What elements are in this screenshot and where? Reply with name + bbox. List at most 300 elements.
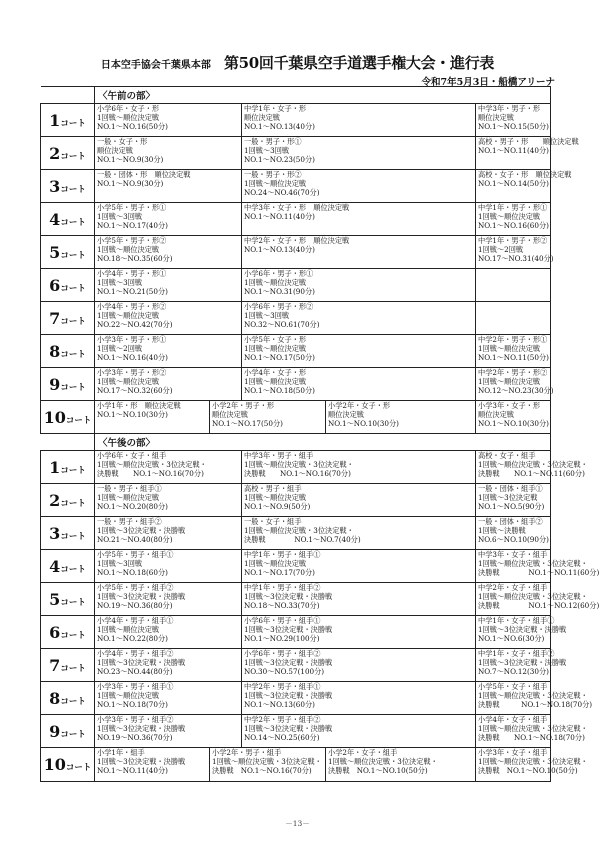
event-detail: 1回戦～3位決定戦・決勝戦 bbox=[97, 658, 186, 668]
event-detail: 1回戦～順位決定戦 bbox=[97, 691, 160, 701]
court-label bbox=[41, 583, 95, 616]
event-detail: NO.23～NO.44(80分) bbox=[97, 667, 173, 677]
event-cell bbox=[476, 335, 551, 368]
court-label bbox=[41, 550, 95, 583]
court-label bbox=[41, 748, 95, 782]
court-suffix: コート bbox=[60, 250, 86, 261]
event-detail: 決勝戦 NO.1～NO.11(60分) bbox=[478, 568, 599, 578]
court-number: 2 bbox=[49, 143, 61, 163]
event-detail: 1回戦～3位決定戦・決勝戦 bbox=[97, 724, 186, 734]
event-detail: 1回戦～順位決定戦・3位決定戦・ bbox=[478, 460, 588, 470]
event-cell bbox=[476, 550, 599, 583]
court-row bbox=[41, 484, 551, 517]
event-detail: NO.1～NO.16(60分) bbox=[478, 221, 549, 231]
event-cell bbox=[95, 550, 242, 583]
page-header bbox=[0, 52, 595, 73]
court-suffix: コート bbox=[65, 415, 92, 426]
court-row bbox=[41, 368, 551, 401]
court-row bbox=[41, 682, 551, 715]
page-title: 第50回千葉県空手道選手権大会・進行表 bbox=[223, 54, 495, 72]
event-cell bbox=[95, 104, 242, 137]
court-label bbox=[41, 484, 95, 517]
court-suffix: コート bbox=[60, 465, 86, 476]
event-cell bbox=[242, 236, 476, 269]
event-detail: NO.1～NO.18(50分) bbox=[244, 386, 315, 396]
event-detail: 決勝戦 NO.1～NO.18(70分) bbox=[478, 733, 585, 743]
event-name: 小学4年・男子・組手② bbox=[97, 649, 174, 658]
event-cell bbox=[95, 649, 242, 682]
event-name: 小学5年・女子・形 bbox=[244, 335, 307, 344]
event-name: 小学2年・男子・形 bbox=[212, 401, 275, 410]
event-cell bbox=[95, 484, 242, 517]
date-venue: 令和7年5月3日・船橋アリーナ bbox=[421, 77, 555, 88]
event-detail: 1回戦～順位決定戦 bbox=[478, 377, 541, 387]
event-detail: 1回戦～2回戦 bbox=[478, 245, 524, 255]
event-detail: 1回戦～3回戦 bbox=[244, 146, 290, 156]
event-detail: NO.1～NO.17(50分) bbox=[244, 353, 315, 363]
section-label: 〈午後の部〉 bbox=[95, 434, 551, 451]
event-detail: 1回戦～順位決定戦・3位決定戦・ bbox=[478, 559, 588, 569]
event-detail: NO.14～NO.25(60分) bbox=[244, 733, 320, 743]
event-name: 一般・女子・形 bbox=[97, 137, 148, 146]
event-name: 中学3年・女子・形 順位決定戦 bbox=[244, 203, 350, 212]
event-detail: NO.1～NO.14(50分) bbox=[478, 179, 549, 189]
event-cell bbox=[476, 368, 554, 401]
court-label bbox=[41, 682, 95, 715]
event-cell bbox=[476, 484, 551, 517]
event-detail: NO.1～NO.10(30分) bbox=[97, 410, 168, 420]
court-label bbox=[41, 715, 95, 748]
event-cell bbox=[476, 682, 593, 715]
court-suffix: コート bbox=[60, 349, 86, 360]
event-name: 小学6年・男子・組手① bbox=[244, 616, 321, 625]
court-label bbox=[41, 368, 95, 401]
event-detail: NO.1～NO.13(60分) bbox=[244, 700, 315, 710]
event-detail: NO.1～NO.18(70分) bbox=[97, 700, 168, 710]
event-cell bbox=[476, 269, 551, 302]
event-cell bbox=[242, 682, 476, 715]
event-cell bbox=[326, 401, 476, 434]
event-detail: 1回戦～3位決定戦・決勝戦 bbox=[244, 691, 333, 701]
event-cell bbox=[242, 583, 476, 616]
event-detail: NO.1～NO.9(30分) bbox=[97, 155, 164, 165]
event-detail: NO.1～NO.20(80分) bbox=[97, 502, 168, 512]
event-cell bbox=[95, 335, 242, 368]
court-number: 1 bbox=[49, 457, 61, 477]
event-cell bbox=[95, 401, 210, 434]
event-detail: NO.1～NO.31(90分) bbox=[244, 287, 315, 297]
event-detail: 順位決定戦 bbox=[97, 146, 133, 156]
court-number: 6 bbox=[49, 275, 61, 295]
court-label bbox=[41, 269, 95, 302]
court-suffix: コート bbox=[60, 696, 86, 707]
court-label bbox=[41, 451, 95, 484]
event-detail: 順位決定戦 bbox=[478, 410, 514, 420]
event-detail: 決勝戦 NO.1～NO.11(60分) bbox=[478, 469, 585, 479]
event-name: 小学3年・女子・組手 bbox=[478, 748, 548, 757]
event-cell bbox=[476, 583, 599, 616]
event-name: 一般・女子・組手 bbox=[244, 517, 302, 526]
court-label bbox=[41, 203, 95, 236]
event-cell bbox=[242, 203, 476, 236]
event-cell bbox=[476, 401, 551, 434]
event-detail: 1回戦～3回戦 bbox=[244, 311, 290, 321]
event-cell bbox=[476, 170, 572, 203]
event-detail: NO.1～NO.11(50分) bbox=[478, 353, 549, 363]
event-name: 中学2年・女子・形 順位決定戦 bbox=[244, 236, 350, 245]
court-suffix: コート bbox=[60, 498, 86, 509]
court-row bbox=[41, 451, 551, 484]
event-name: 小学2年・女子・形 bbox=[328, 401, 391, 410]
event-name: 小学4年・女子・組手 bbox=[478, 715, 548, 724]
event-name: 小学1年・組手 bbox=[97, 748, 145, 757]
court-suffix: コート bbox=[60, 597, 86, 608]
court-suffix: コート bbox=[60, 382, 86, 393]
event-name: 小学3年・男子・形② bbox=[97, 368, 167, 377]
event-name: 小学4年・男子・形① bbox=[97, 269, 167, 278]
event-name: 小学2年・男子・組手 bbox=[212, 748, 282, 757]
court-suffix: コート bbox=[60, 217, 86, 228]
court-number: 1 bbox=[49, 110, 61, 130]
event-cell bbox=[95, 170, 242, 203]
event-cell bbox=[242, 104, 476, 137]
event-name: 一般・男子・組手① bbox=[97, 484, 162, 493]
event-cell bbox=[476, 236, 554, 269]
event-detail: 1回戦～3回戦 bbox=[97, 559, 143, 569]
event-cell bbox=[95, 715, 242, 748]
event-name: 小学3年・男子・組手② bbox=[97, 715, 174, 724]
event-cell bbox=[95, 368, 242, 401]
court-label bbox=[41, 616, 95, 649]
event-detail: 1回戦～2回戦 bbox=[97, 344, 143, 354]
event-name: 一般・男子・形② bbox=[244, 170, 302, 179]
event-cell bbox=[242, 616, 476, 649]
event-name: 一般・男子・形① bbox=[244, 137, 302, 146]
event-detail: NO.1～NO.5(90分) bbox=[478, 502, 545, 512]
event-cell bbox=[95, 451, 242, 484]
court-label bbox=[41, 104, 95, 137]
event-name: 中学2年・男子・組手② bbox=[244, 715, 321, 724]
event-detail: NO.32～NO.61(70分) bbox=[244, 320, 320, 330]
schedule-table bbox=[40, 86, 599, 782]
event-detail: 1回戦～順位決定戦 bbox=[97, 311, 160, 321]
event-detail: NO.1～NO.10(30分) bbox=[478, 419, 549, 429]
court-row bbox=[41, 550, 551, 583]
event-detail: 1回戦～順位決定戦 bbox=[244, 377, 307, 387]
court-row bbox=[41, 748, 551, 782]
court-suffix: コート bbox=[60, 184, 86, 195]
event-name: 高校・女子・形 順位決定戦 bbox=[478, 170, 572, 179]
event-detail: NO.1～NO.11(40分) bbox=[244, 212, 315, 222]
event-name: 中学1年・男子・組手② bbox=[244, 583, 321, 592]
event-name: 中学1年・女子・形 bbox=[244, 104, 307, 113]
court-suffix: コート bbox=[60, 564, 86, 575]
event-cell bbox=[476, 748, 588, 782]
event-cell bbox=[476, 137, 579, 170]
court-suffix: コート bbox=[60, 283, 86, 294]
event-name: 高校・男子・組手 bbox=[244, 484, 302, 493]
event-detail: NO.30～NO.57(100分) bbox=[244, 667, 325, 677]
event-cell bbox=[242, 715, 476, 748]
event-detail: 1回戦～順位決定戦・3位決定戦・ bbox=[244, 460, 354, 470]
event-name: 小学3年・男子・形① bbox=[97, 335, 167, 344]
event-name: 小学1年・形 順位決定戦 bbox=[97, 401, 181, 410]
event-name: 中学2年・男子・形② bbox=[478, 368, 548, 377]
event-name: 小学4年・男子・組手① bbox=[97, 616, 174, 625]
event-cell bbox=[242, 517, 476, 550]
event-detail: 1回戦～決勝戦 bbox=[478, 526, 526, 536]
event-cell bbox=[95, 269, 242, 302]
event-cell bbox=[242, 335, 476, 368]
event-name: 小学5年・男子・形① bbox=[97, 203, 167, 212]
event-cell bbox=[95, 203, 242, 236]
event-detail: NO.1～NO.17(40分) bbox=[97, 221, 168, 231]
court-row bbox=[41, 583, 551, 616]
event-detail: 1回戦～順位決定戦 bbox=[478, 212, 541, 222]
event-detail: 1回戦～順位決定戦・3位決定戦・ bbox=[478, 592, 588, 602]
court-number: 4 bbox=[49, 209, 61, 229]
event-name: 中学1年・男子・形② bbox=[478, 236, 548, 245]
event-cell bbox=[95, 302, 242, 335]
court-number: 7 bbox=[49, 655, 61, 675]
court-row bbox=[41, 302, 551, 335]
court-row bbox=[41, 616, 551, 649]
court-row bbox=[41, 649, 551, 682]
court-suffix: コート bbox=[60, 663, 86, 674]
event-detail: 1回戦～順位決定戦 bbox=[244, 493, 307, 503]
event-name: 小学6年・女子・組手 bbox=[97, 451, 167, 460]
court-label bbox=[41, 302, 95, 335]
event-detail: 1回戦～順位決定戦 bbox=[244, 278, 307, 288]
court-number: 5 bbox=[49, 589, 61, 609]
event-detail: NO.12～NO.23(30分) bbox=[478, 386, 554, 396]
event-detail: 1回戦～3位決定戦・決勝戦 bbox=[244, 625, 333, 635]
court-number: 5 bbox=[49, 242, 61, 262]
court-label bbox=[41, 517, 95, 550]
event-detail: 1回戦～順位決定戦 bbox=[97, 113, 160, 123]
court-row bbox=[41, 401, 551, 434]
court-label bbox=[41, 170, 95, 203]
court-number: 10 bbox=[43, 407, 66, 427]
event-detail: NO.1～NO.23(50分) bbox=[244, 155, 315, 165]
event-detail: 1回戦～順位決定戦・3位決定戦・ bbox=[478, 724, 588, 734]
event-detail: NO.1～NO.13(40分) bbox=[244, 122, 315, 132]
event-name: 一般・団体・組手① bbox=[478, 484, 543, 493]
event-name: 小学6年・男子・形② bbox=[244, 302, 314, 311]
event-detail: NO.21～NO.40(80分) bbox=[97, 535, 173, 545]
event-detail: 1回戦～順位決定戦 bbox=[244, 344, 307, 354]
event-name: 一般・団体・組手② bbox=[478, 517, 543, 526]
event-detail: NO.1～NO.18(60分) bbox=[97, 568, 168, 578]
event-detail: NO.1～NO.22(80分) bbox=[97, 634, 168, 644]
event-detail: NO.17～NO.31(40分) bbox=[478, 254, 554, 264]
event-name: 小学5年・男子・形② bbox=[97, 236, 167, 245]
court-suffix: コート bbox=[60, 316, 86, 327]
event-cell bbox=[242, 137, 476, 170]
event-cell bbox=[95, 682, 242, 715]
court-label bbox=[41, 401, 95, 434]
event-detail: NO.1～NO.16(50分) bbox=[97, 122, 168, 132]
event-name: 一般・男子・組手② bbox=[97, 517, 162, 526]
event-detail: NO.1～NO.10(30分) bbox=[328, 419, 399, 429]
event-name: 中学1年・女子・組手① bbox=[478, 616, 555, 625]
event-name: 小学5年・男子・組手① bbox=[97, 550, 174, 559]
event-name: 小学5年・男子・組手② bbox=[97, 583, 174, 592]
event-detail: 1回戦～順位決定戦・3位決定戦・ bbox=[97, 460, 207, 470]
organization-name: 日本空手協会千葉県本部 bbox=[100, 60, 211, 71]
court-row bbox=[41, 715, 551, 748]
event-detail: 1回戦～順位決定戦・3位決定戦・ bbox=[478, 757, 588, 767]
event-cell bbox=[476, 517, 551, 550]
event-detail: NO.1～NO.17(50分) bbox=[212, 419, 283, 429]
event-name: 中学2年・女子・組手 bbox=[478, 583, 548, 592]
event-name: 高校・女子・組手 bbox=[478, 451, 536, 460]
section-row bbox=[41, 434, 551, 451]
event-detail: 決勝戦 NO.1～NO.16(70分) bbox=[244, 469, 351, 479]
event-name: 小学6年・男子・形① bbox=[244, 269, 314, 278]
court-suffix: コート bbox=[60, 151, 86, 162]
event-name: 小学3年・男子・組手① bbox=[97, 682, 174, 691]
event-detail: 1回戦～3位決定戦・決勝戦 bbox=[244, 724, 333, 734]
event-cell bbox=[95, 748, 210, 782]
event-cell bbox=[210, 748, 326, 782]
event-cell bbox=[242, 302, 476, 335]
event-detail: 決勝戦 NO.1～NO.7(40分) bbox=[244, 535, 361, 545]
event-cell bbox=[95, 517, 242, 550]
court-number: 3 bbox=[49, 523, 61, 543]
court-suffix: コート bbox=[60, 118, 86, 129]
event-detail: NO.1～NO.11(40分) bbox=[478, 146, 549, 156]
section-label: 〈午前の部〉 bbox=[95, 87, 551, 104]
section-spacer bbox=[41, 434, 95, 451]
event-detail: NO.1～NO.29(100分) bbox=[244, 634, 320, 644]
event-detail: NO.1～NO.15(50分) bbox=[478, 122, 549, 132]
event-cell bbox=[476, 616, 567, 649]
event-detail: 1回戦～順位決定戦・3位決定戦・ bbox=[212, 757, 322, 767]
court-label bbox=[41, 649, 95, 682]
court-row bbox=[41, 203, 551, 236]
court-label bbox=[41, 236, 95, 269]
event-detail: NO.1～NO.21(50分) bbox=[97, 287, 168, 297]
event-name: 小学4年・男子・形② bbox=[97, 302, 167, 311]
event-cell bbox=[242, 269, 476, 302]
event-name: 中学1年・男子・組手① bbox=[244, 550, 321, 559]
court-row bbox=[41, 236, 551, 269]
court-suffix: コート bbox=[60, 729, 86, 740]
event-detail: NO.22～NO.42(70分) bbox=[97, 320, 173, 330]
event-detail: NO.24～NO.46(70分) bbox=[244, 188, 320, 198]
event-detail: 1回戦～順位決定戦 bbox=[478, 344, 541, 354]
event-detail: 決勝戦 NO.1～NO.18(70分) bbox=[478, 700, 593, 710]
event-detail: NO.1～NO.17(70分) bbox=[244, 568, 315, 578]
event-detail: NO.7～NO.12(30分) bbox=[478, 667, 549, 677]
court-suffix: コート bbox=[60, 630, 86, 641]
event-detail: 1回戦～3位決定戦・決勝戦 bbox=[97, 592, 186, 602]
event-cell bbox=[476, 451, 588, 484]
event-detail: NO.1～NO.13(40分) bbox=[244, 245, 315, 255]
event-detail: 1回戦～順位決定戦・3位決定戦・ bbox=[328, 757, 438, 767]
event-detail: 1回戦～順位決定戦 bbox=[97, 377, 160, 387]
event-name: 一般・団体・形 順位決定戦 bbox=[97, 170, 191, 179]
court-number: 9 bbox=[49, 374, 61, 394]
court-number: 4 bbox=[49, 556, 61, 576]
event-cell bbox=[95, 583, 242, 616]
court-row bbox=[41, 269, 551, 302]
event-detail: NO.1～NO.9(50分) bbox=[244, 502, 311, 512]
event-name: 中学2年・男子・形① bbox=[478, 335, 548, 344]
court-number: 6 bbox=[49, 622, 61, 642]
event-cell bbox=[242, 170, 476, 203]
event-cell bbox=[476, 302, 551, 335]
event-detail: NO.19～NO.36(70分) bbox=[97, 733, 173, 743]
court-label bbox=[41, 335, 95, 368]
court-number: 9 bbox=[49, 721, 61, 741]
court-row bbox=[41, 137, 551, 170]
court-row bbox=[41, 170, 551, 203]
court-number: 2 bbox=[49, 490, 61, 510]
section-spacer bbox=[41, 87, 95, 104]
event-cell bbox=[95, 616, 242, 649]
event-detail: 1回戦～3位決定戦・決勝戦 bbox=[478, 658, 567, 668]
page-number: －13－ bbox=[285, 819, 310, 828]
event-name: 中学3年・女子・組手 bbox=[478, 550, 548, 559]
court-row bbox=[41, 335, 551, 368]
event-detail: 決勝戦 NO.1～NO.16(70分) bbox=[212, 766, 312, 776]
event-detail: 1回戦～順位決定戦 bbox=[97, 625, 160, 635]
event-cell bbox=[476, 104, 551, 137]
event-detail: 1回戦～3位決定戦・決勝戦 bbox=[97, 526, 186, 536]
event-detail: NO.1～NO.11(40分) bbox=[97, 766, 168, 776]
event-detail: 順位決定戦 bbox=[328, 410, 364, 420]
event-cell bbox=[242, 368, 476, 401]
event-cell bbox=[326, 748, 476, 782]
court-number: 3 bbox=[49, 176, 61, 196]
event-detail: 1回戦～順位決定戦 bbox=[97, 493, 160, 503]
event-detail: 順位決定戦 bbox=[478, 113, 514, 123]
event-detail: NO.6～NO.10(90分) bbox=[478, 535, 549, 545]
event-detail: 1回戦～順位決定戦・3位決定戦・ bbox=[478, 691, 588, 701]
court-number: 8 bbox=[49, 341, 61, 361]
court-suffix: コート bbox=[60, 531, 86, 542]
court-row bbox=[41, 104, 551, 137]
event-cell bbox=[242, 484, 476, 517]
event-cell bbox=[242, 451, 476, 484]
event-detail: NO.1～NO.6(30分) bbox=[478, 634, 545, 644]
court-row bbox=[41, 517, 551, 550]
event-detail: 決勝戦 NO.1～NO.10(50分) bbox=[478, 766, 578, 776]
court-number: 10 bbox=[43, 755, 66, 774]
event-cell bbox=[242, 550, 476, 583]
event-detail: NO.18～NO.35(60分) bbox=[97, 254, 173, 264]
event-name: 小学4年・女子・形 bbox=[244, 368, 307, 377]
court-number: 7 bbox=[49, 308, 61, 328]
schedule-body bbox=[41, 87, 599, 782]
event-detail: 決勝戦 NO.1～NO.12(60分) bbox=[478, 601, 599, 611]
event-name: 小学6年・男子・組手② bbox=[244, 649, 321, 658]
event-detail: 順位決定戦 bbox=[244, 113, 280, 123]
event-detail: 決勝戦 NO.1～NO.10(50分) bbox=[328, 766, 428, 776]
event-detail: 1回戦～順位決定戦 bbox=[97, 245, 160, 255]
event-detail: NO.1～NO.16(40分) bbox=[97, 353, 168, 363]
event-detail: 順位決定戦 bbox=[212, 410, 248, 420]
event-detail: NO.18～NO.33(70分) bbox=[244, 601, 320, 611]
court-suffix: コート bbox=[65, 763, 92, 773]
event-detail: NO.17～NO.32(60分) bbox=[97, 386, 173, 396]
event-name: 小学5年・女子・組手 bbox=[478, 682, 548, 691]
court-label bbox=[41, 137, 95, 170]
event-name: 中学2年・男子・組手① bbox=[244, 682, 321, 691]
event-detail: 1回戦～3位決定戦 bbox=[478, 493, 538, 503]
